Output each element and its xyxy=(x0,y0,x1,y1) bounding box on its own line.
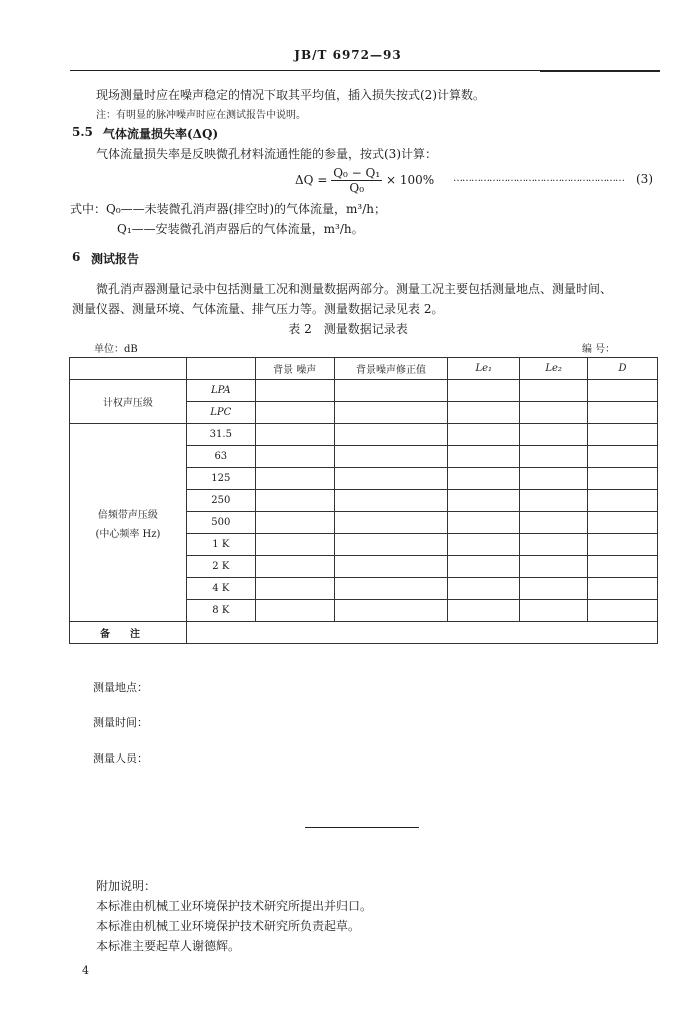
row-label-4k: 4 K xyxy=(186,578,255,600)
weighted-level-label: 计权声压级 xyxy=(70,380,187,424)
table-cell xyxy=(255,424,334,446)
header-le2: Le₂ xyxy=(520,358,588,380)
table-cell xyxy=(588,468,658,490)
row-label-500: 500 xyxy=(186,512,255,534)
table-cell xyxy=(334,402,448,424)
table-cell xyxy=(520,424,588,446)
table-cell xyxy=(588,556,658,578)
formula-rhs: × 100% xyxy=(386,173,435,187)
table-cell xyxy=(588,446,658,468)
table-cell xyxy=(255,446,334,468)
table-cell xyxy=(334,424,448,446)
remarks-row xyxy=(70,622,658,644)
table-cell xyxy=(588,402,658,424)
table-cell xyxy=(448,468,520,490)
row-label-63: 63 xyxy=(186,446,255,468)
table-cell xyxy=(334,512,448,534)
row-label-250: 250 xyxy=(186,490,255,512)
table-cell xyxy=(588,424,658,446)
table-cell xyxy=(588,512,658,534)
table-cell xyxy=(448,556,520,578)
paragraph-report-line1: 微孔消声器测量记录中包括测量工况和测量数据两部分。测量工况主要包括测量地点、测量时间、 xyxy=(96,282,613,296)
table-row xyxy=(70,380,658,402)
measurement-data-table xyxy=(69,357,658,644)
table-cell xyxy=(334,600,448,622)
table-cell xyxy=(334,556,448,578)
table-cell xyxy=(255,556,334,578)
table-cell xyxy=(520,534,588,556)
appendix-line-3: 本标准主要起草人谢德辉。 xyxy=(96,939,241,953)
table-cell xyxy=(255,402,334,424)
table-cell xyxy=(520,490,588,512)
standard-code-header: JB/T 6972—93 xyxy=(294,48,402,62)
table-cell xyxy=(588,380,658,402)
row-label-2k: 2 K xyxy=(186,556,255,578)
table-cell xyxy=(520,468,588,490)
remarks-label: 备 注 xyxy=(70,622,187,644)
table-cell xyxy=(448,446,520,468)
appendix-line-1: 本标准由机械工业环境保护技术研究所提出并归口。 xyxy=(96,899,373,913)
formula-denominator: Q₀ xyxy=(349,181,365,195)
table-cell xyxy=(588,578,658,600)
appendix-line-2: 本标准由机械工业环境保护技术研究所负责起草。 xyxy=(96,919,361,933)
row-label-lpc: LPC xyxy=(186,402,255,424)
where-q0: 式中：Q₀——未装微孔消声器(排空时)的气体流量，m³/h； xyxy=(70,202,386,216)
paragraph-flow-loss: 气体流量损失率是反映微孔材料流通性能的参量，按式(3)计算： xyxy=(96,147,438,161)
measure-time-label: 测量时间： xyxy=(93,716,148,729)
row-label-1k: 1 K xyxy=(186,534,255,556)
section-5-5-title: 气体流量损失率(ΔQ) xyxy=(103,127,219,141)
row-label-31-5: 31.5 xyxy=(186,424,255,446)
section-6-title: 测试报告 xyxy=(91,252,140,266)
table-cell xyxy=(255,600,334,622)
row-label-lpa: LPA xyxy=(186,380,255,402)
table-cell xyxy=(255,578,334,600)
table-cell xyxy=(520,512,588,534)
unit-label: 单位：dB xyxy=(94,344,138,355)
page-number: 4 xyxy=(82,964,89,977)
table-cell xyxy=(520,402,588,424)
table-cell xyxy=(334,534,448,556)
table-cell xyxy=(588,600,658,622)
formula-lhs: ΔQ = xyxy=(295,173,328,187)
table-header-row xyxy=(70,358,658,380)
table-cell xyxy=(255,512,334,534)
table-cell xyxy=(520,380,588,402)
table-cell xyxy=(334,490,448,512)
note-impulse-noise: 注：有明显的脉冲噪声时应在测试报告中说明。 xyxy=(96,110,306,121)
appendix-title: 附加说明： xyxy=(96,879,157,893)
table-cell xyxy=(448,600,520,622)
formula-leader-dots: ………………………………………………… xyxy=(453,173,624,184)
octave-band-label-line1: 倍频带声压级 xyxy=(97,509,158,521)
table-cell xyxy=(334,380,448,402)
paragraph-measurement: 现场测量时应在噪声稳定的情况下取其平均值，插入损失按式(2)计算数。 xyxy=(96,88,486,102)
table-cell xyxy=(334,446,448,468)
measure-place-label: 测量地点： xyxy=(93,681,148,694)
table-corner-cell xyxy=(70,358,187,380)
table-cell xyxy=(448,402,520,424)
paragraph-report-line2: 测量仪器、测量环境、气体流量、排气压力等。测量数据记录见表 2。 xyxy=(72,302,444,316)
header-le1: Le₁ xyxy=(448,358,520,380)
number-label: 编 号： xyxy=(582,344,616,355)
formula-fraction xyxy=(331,166,382,195)
table-cell xyxy=(448,380,520,402)
section-5-5-number: 5.5 xyxy=(72,125,93,139)
where-q1: Q₁——安装微孔消声器后的气体流量，m³/h。 xyxy=(117,222,364,236)
table-cell xyxy=(448,534,520,556)
table-cell xyxy=(520,578,588,600)
table-corner-cell xyxy=(186,358,255,380)
table-cell xyxy=(448,424,520,446)
table-caption: 表 2 测量数据记录表 xyxy=(288,322,408,336)
formula-3 xyxy=(295,166,434,195)
measure-person-label: 测量人员： xyxy=(93,752,148,765)
table-cell xyxy=(588,490,658,512)
table-cell xyxy=(255,534,334,556)
formula-numerator: Q₀ − Q₁ xyxy=(333,166,381,180)
table-cell xyxy=(520,600,588,622)
section-6-number: 6 xyxy=(72,250,81,264)
row-label-8k: 8 K xyxy=(186,600,255,622)
table-cell xyxy=(448,490,520,512)
header-background-correction: 背景噪声修正值 xyxy=(334,358,448,380)
table-cell xyxy=(255,490,334,512)
header-background-noise: 背景 噪声 xyxy=(255,358,334,380)
formula-number: (3) xyxy=(636,172,653,186)
octave-band-label-line2: (中心频率 Hz) xyxy=(95,528,161,540)
octave-band-label xyxy=(70,424,187,622)
table-cell xyxy=(334,578,448,600)
table-cell xyxy=(588,534,658,556)
table-cell xyxy=(255,468,334,490)
header-rule-thick xyxy=(540,70,660,72)
table-cell xyxy=(255,380,334,402)
table-cell xyxy=(520,446,588,468)
table-cell xyxy=(334,468,448,490)
remarks-cell xyxy=(186,622,657,644)
row-label-125: 125 xyxy=(186,468,255,490)
end-divider-rule xyxy=(305,827,419,828)
table-cell xyxy=(520,556,588,578)
table-cell xyxy=(448,578,520,600)
table-row xyxy=(70,424,658,446)
header-d: D xyxy=(588,358,658,380)
table-cell xyxy=(448,512,520,534)
